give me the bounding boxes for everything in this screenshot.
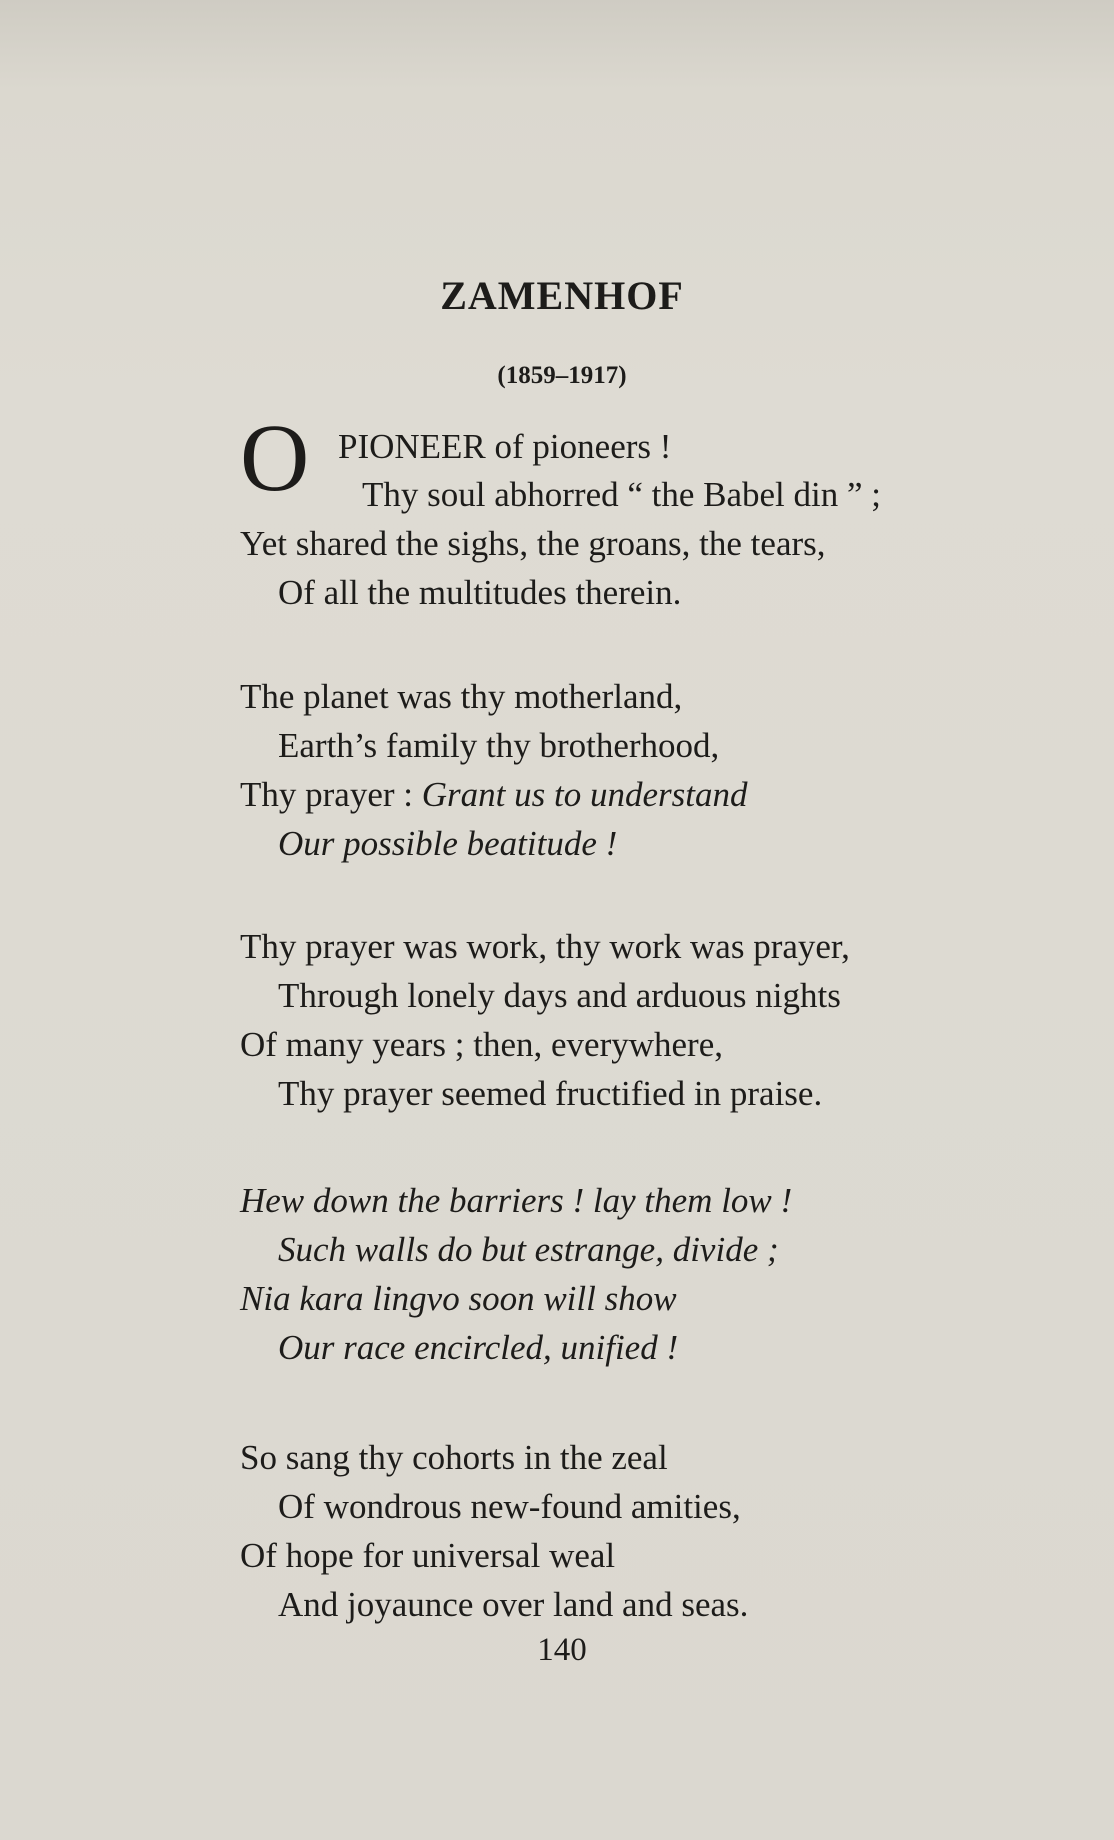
stanza4-line2: Such walls do but estrange, divide ; [278, 1230, 779, 1269]
stanza3-line2: Through lonely days and arduous nights [278, 976, 841, 1015]
stanza2-line2: Earth’s family thy brotherhood, [278, 726, 720, 765]
stanza5-line4: And joyaunce over land and seas. [278, 1585, 749, 1624]
stanza2-line3 [240, 774, 747, 816]
stanza3-line4: Thy prayer seemed fructified in praise. [278, 1074, 823, 1113]
stanza1-line1: PIONEER of pioneers ! [338, 427, 672, 466]
stanza1-line2: Thy soul abhorred “ the Babel din ” ; [362, 475, 882, 514]
stanza5-line2: Of wondrous new-found amities, [278, 1487, 741, 1526]
stanza3-line1: Thy prayer was work, thy work was prayer, [240, 927, 850, 966]
page-number: 140 [537, 1632, 587, 1668]
stanza5-line1: So sang thy cohorts in the zeal [240, 1438, 668, 1477]
stanza2-line3-italic: Grant us to understand [421, 775, 748, 814]
stanza3-line3: Of many years ; then, everywhere, [240, 1025, 723, 1064]
poem-title: ZAMENHOF [440, 273, 684, 318]
stanza1-line3: Yet shared the sighs, the groans, the tears, [240, 524, 826, 563]
stanza4-line3: Nia kara lingvo soon will show [240, 1279, 677, 1318]
poem-dates: (1859–1917) [497, 362, 627, 389]
stanza1-line4: Of all the multitudes therein. [278, 573, 682, 612]
stanza2-line3-roman: Thy prayer : [240, 775, 422, 814]
stanza2-line1: The planet was thy motherland, [240, 677, 683, 716]
drop-cap: O [240, 404, 310, 511]
stanza4-line1: Hew down the barriers ! lay them low ! [240, 1181, 793, 1220]
stanza2-line4: Our possible beatitude ! [278, 824, 618, 863]
stanza4-line4: Our race encircled, unified ! [278, 1328, 679, 1367]
stanza5-line3: Of hope for universal weal [240, 1536, 616, 1575]
